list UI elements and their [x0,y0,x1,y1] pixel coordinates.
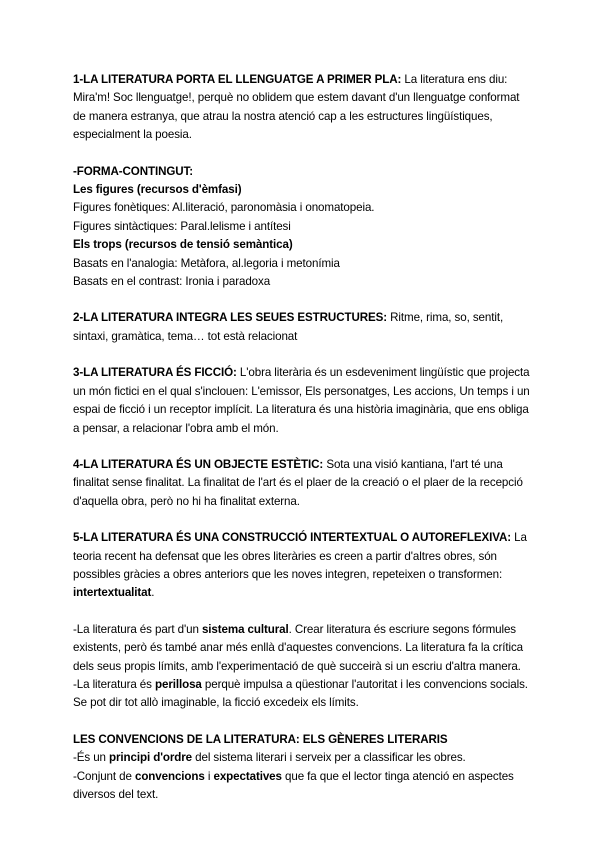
trops-contrast: Basats en el contrast: Ironia i paradoxa [73,275,271,289]
conv-l1-post: del sistema literari i serveix per a classificar les obres. [192,751,466,765]
perillosa-post: perquè impulsa a qüestionar l'autoritat i les convencions socials. Se pot dir tot allò imaginable, la ficció excedeix els límits. [73,677,528,710]
section-1 [73,71,533,145]
sistema-post: . Crear literatura és escriure segons fórmules existents, però és també anar més enllà d'aquestes convencions. La literatura fa la crítica dels seus propis límits, amb l'experimentació de què succeirà si un escriu d'altra manera. [73,622,524,673]
spacer [73,511,533,529]
trops-analogia: Basats en l'analogia: Metàfora, al.legoria i metonímia [73,256,340,270]
section-3-heading: 3-LA LITERATURA ÉS FICCIÓ: [73,366,237,380]
conv-l2-mid: i [204,769,214,783]
section-4-text: Sota una visió kantiana, l'art té una finalitat sense finalitat. La finalitat de l'art és el plaer de la creació o el plaer de la recepció d'aquella obra, però no hi ha finalitat externa. [73,457,523,508]
figures-heading [73,181,533,199]
section-2-heading: 2-LA LITERATURA INTEGRA LES SEUES ESTRUCTURES: [73,311,388,325]
section-2-text: Ritme, rima, so, sentit, sintaxi, gramàtica, tema… tot està relacionat [73,311,504,343]
spacer [73,713,533,731]
convencions-heading-text: LES CONVENCIONS DE LA LITERATURA: ELS GÈNERES LITERARIS [73,732,448,746]
conv-l1-pre: -És un [73,751,110,765]
section-2 [73,309,533,346]
section-1-heading: 1-LA LITERATURA PORTA EL LLENGUATGE A PRIMER PLA: [73,73,402,86]
trops-heading [73,236,533,254]
convencions-line-2 [73,768,533,805]
figures-heading-text: Les figures (recursos d'èmfasi) [73,183,242,197]
perillosa-pre: -La literatura és [73,677,155,691]
perillosa-paragraph [73,676,533,713]
conv-l2-pre: -Conjunt de [73,769,135,783]
intertextualitat-term: intertextualitat [73,586,152,600]
spacer [73,603,533,621]
section-4-heading: 4-LA LITERATURA ÉS UN OBJECTE ESTÈTIC: [73,457,324,471]
sistema-cultural-term: sistema cultural [201,622,289,636]
principi-ordre-term: principi d'ordre [109,751,192,765]
section-4 [73,456,533,511]
section-5-heading: 5-LA LITERATURA ÉS UNA CONSTRUCCIÓ INTERTEXTUAL O AUTOREFLEXIVA: [73,531,512,545]
figures-sintactiques: Figures sintàctiques: Paral.lelisme i antítesi [73,219,291,233]
convencions-term: convencions [134,769,205,783]
trops-heading-text: Els trops (recursos de tensió semàntica) [73,238,293,252]
convencions-line-1 [73,749,533,767]
conv-l2-post: que fa que el lector tinga atenció en aspectes diversos del text. [73,769,514,801]
expectatives-term: expectatives [213,769,282,783]
convencions-heading [73,731,533,749]
section-5 [73,529,533,603]
spacer [73,291,533,309]
section-5-end: . [151,586,155,600]
section-5-text: La teoria recent ha defensat que les obres literàries es creen a partir d'altres obres, són possibles gràcies a obres anteriors que les noves integren, repeteixen o transformen: [73,531,527,581]
section-1-text: La literatura ens diu: Mira'm! Soc llenguatge!, perquè no oblidem que estem davant d'un llenguatge conformat de manera estranya, que atrau la nostra atenció cap a les estructures lingüístiques, especialment la poesia. [73,73,520,142]
forma-contingut-heading-text: -FORMA-CONTINGUT: [73,164,194,178]
spacer [73,145,533,163]
section-3-text: L'obra literària és un esdeveniment lingüístic que projecta un món fictici en el qual s'inclouen: L'emissor, Els personatges, Les accions, Un temps i un espai de ficció i un receptor implícit. La literatura és una història imaginària, que ens obliga a pensar, a relacionar l'obra amb el món. [73,366,530,435]
perillosa-term: perillosa [154,677,202,691]
figures-foneticas: Figures fonètiques: Al.literació, paronomàsia i onomatopeia. [73,201,375,215]
spacer [73,346,533,364]
sistema-pre: -La literatura és part d'un [73,622,202,636]
sistema-cultural-paragraph [73,621,533,676]
document-body [73,71,533,804]
section-3 [73,364,533,438]
spacer [73,438,533,456]
forma-contingut-heading [73,163,533,181]
